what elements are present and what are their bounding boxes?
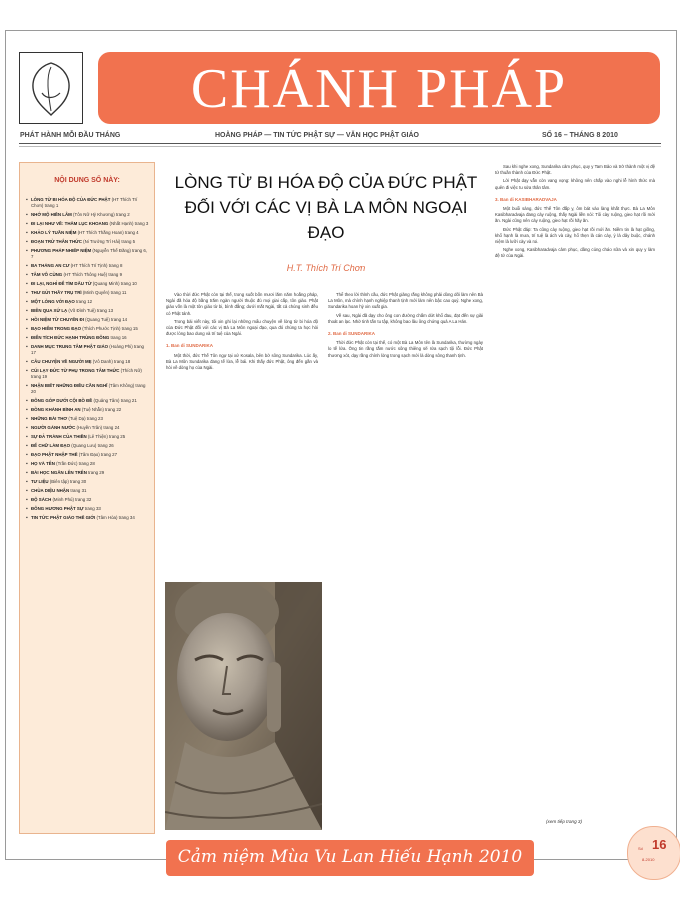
bullet-icon: ▪ — [26, 506, 28, 512]
contents-item — [26, 434, 150, 440]
contents-item-detail: (Tâm Hòa) trang 34 — [95, 515, 135, 520]
article-paragraph: Thể theo lời thỉnh cầu, đức Phật giảng rằng không phải dòng dõi làm nên Bà La Môn, mà chính hạnh nghiệp thanh tịnh mới làm nên bậc cao quý. Nghe xong, Sundarika hoan hỷ xin xuất gia. — [328, 292, 483, 310]
contents-item-detail: (Tâm Đạo) trang 27 — [77, 452, 118, 457]
bullet-icon: ▪ — [26, 326, 28, 332]
contents-item-detail: (HT Thích Trí Chơn) trang 1 — [31, 197, 138, 208]
contents-item — [26, 425, 150, 431]
contents-title: NỘI DUNG SỐ NÀY: — [54, 177, 120, 184]
contents-item — [26, 515, 150, 521]
contents-item — [26, 452, 150, 458]
contents-item-title: TÂM VÔ CÙNG — [31, 272, 63, 277]
bullet-icon: ▪ — [26, 425, 28, 431]
continued-note: (xem tiếp trang 3) — [546, 819, 582, 824]
section-heading: 1. Ban di SUNDARIKA — [166, 343, 214, 349]
contents-item-title: BẠO HIỂM TRONG ĐẠO — [31, 326, 82, 331]
contents-item — [26, 470, 150, 476]
contents-item-title: NHỮNG BÀI THƠ — [31, 416, 68, 421]
bullet-icon: ▪ — [26, 383, 28, 389]
contents-item-title: ĐÔNG GÓP DƯỚI CỘI BỒ ĐỀ — [31, 398, 93, 403]
contents-sidebar — [19, 162, 155, 834]
contents-item-title: SỰ ĐẢ TRÀNH CỦA THIỀN — [31, 434, 87, 439]
article-paragraph: Lời Phật dạy vẫn còn vang vọng: không nên chấp vào nghi lễ hình thức mà quên đi việc tu sửa thân tâm. — [495, 178, 655, 190]
contents-item-detail: (Quang Tuệ) trang 14 — [83, 317, 128, 322]
bullet-icon: ▪ — [26, 299, 28, 305]
contents-item-title: THƯ GỬI THẦY TRỤ TRÌ — [31, 290, 82, 295]
bullet-icon: ▪ — [26, 248, 28, 254]
contents-item-detail: trang 12 — [74, 299, 93, 304]
contents-item-detail: trang 16 — [109, 335, 127, 340]
contents-item — [26, 281, 150, 287]
contents-item-detail: (Quảng Tâm) trang 21 — [92, 398, 137, 403]
contents-item — [26, 197, 150, 209]
contents-item — [26, 506, 150, 512]
bullet-icon: ▪ — [26, 359, 28, 365]
contents-item-detail: (Thích Nữ) trang 19 — [31, 368, 142, 379]
bullet-icon: ▪ — [26, 344, 28, 350]
bullet-icon: ▪ — [26, 515, 28, 521]
article-paragraph: Vào thời đức Phật còn tại thế, trong suốt bốn mươi lăm năm hoằng pháp, Ngài đã hóa độ bằng trăm ngàn người thuộc đủ mọi giai cấp, tôn giáo. Phật giáo vốn là một tôn giáo từ bi, bình đẳng; dưới mắt Ngài, tất cả chúng sinh đều có Phật tánh. — [166, 292, 318, 316]
bullet-icon: ▪ — [26, 443, 28, 449]
contents-item — [26, 326, 150, 332]
contents-item-title: ĐỂ CHỮ LÀM ĐẠO — [31, 443, 71, 448]
contents-item-title: ĐOẠN TRỪ THÂN THỨC — [31, 239, 82, 244]
contents-item — [26, 368, 150, 380]
article-column-1 — [166, 292, 318, 572]
article-column-3 — [495, 164, 655, 814]
contents-item-detail: (HT Thích Trí Tịnh) trang 8 — [69, 263, 123, 268]
contents-item-title: ĐỒNG KHÁNH BÌNH AN — [31, 407, 81, 412]
contents-item-title: HỒI NIỆM TỪ CHUYẾN ĐI — [31, 317, 84, 322]
bullet-icon: ▪ — [26, 452, 28, 458]
contents-item-detail: trang 29 — [86, 470, 105, 475]
page-date: 8-2010 — [642, 857, 655, 862]
contents-item-detail: (Lê Thiện) trang 25 — [86, 434, 126, 439]
contents-item — [26, 239, 150, 245]
contents-item-title: NGƯỜI GÁNH NƯỚC — [31, 425, 76, 430]
contents-item-detail: (Võ Đình Tuệ) trang 13 — [67, 308, 114, 313]
contents-item — [26, 488, 150, 494]
contents-item — [26, 383, 150, 395]
article-column-2 — [328, 292, 483, 830]
bullet-icon: ▪ — [26, 221, 28, 227]
contents-item — [26, 479, 150, 485]
divider — [19, 146, 661, 147]
article-paragraph: Đức Phật đáp: Ta cũng cày ruộng, gieo hạt rồi mới ăn. Niềm tin là hạt giống, khổ hạnh là mưa, trí tuệ là ách và cày, hổ thẹn là cán cày, ý là dây buộc, chánh niệm là lưỡi cày và roi. — [495, 226, 655, 245]
section-heading: 3. Ban di KASIBHARADVAJA — [495, 196, 557, 202]
contents-item-detail: (Minh Phú) trang 32 — [51, 497, 92, 502]
bullet-icon: ▪ — [26, 461, 28, 467]
contents-item — [26, 335, 150, 341]
contents-item-detail: (Trần Đức) trang 28 — [54, 461, 95, 466]
contents-item-detail: (Nguyễn Thế Đăng) trang 6, 7 — [31, 248, 147, 259]
article-paragraph: Thời đức Phật còn tại thế, có một Bà La Môn tên là Sundarika, thường ngày lo tế lửa. Ông tin rằng tắm nước sông thiêng sẽ rửa sạch tội lỗi. Đức Phật thương xót, dạy rằng chính lòng trong sạch mới là dòng sông thanh tịnh. — [328, 340, 483, 358]
article-title: LÒNG TỪ BI HÓA ĐỘ CỦA ĐỨC PHẬT ĐỐI VỚI CÁC VỊ BÀ LA MÔN NGOẠI ĐẠO — [174, 173, 478, 242]
bullet-icon: ▪ — [26, 212, 28, 218]
contents-item-detail: (Biên tập) trang 30 — [48, 479, 87, 484]
section-heading: 2. Ban di SUNDARIKA — [328, 331, 376, 337]
contents-item-title: HỌ VÀ TÊN — [31, 461, 55, 466]
contents-item-title: NHẬN BIẾT NHỮNG ĐIỀU CẦN NGHĨ — [31, 383, 108, 388]
page-label: Số — [638, 846, 643, 851]
contents-item-detail: (Vô Danh) trang 18 — [91, 359, 131, 364]
contents-item — [26, 221, 150, 227]
masthead-banner — [98, 52, 660, 124]
contents-item — [26, 212, 150, 218]
bullet-icon: ▪ — [26, 488, 28, 494]
contents-item — [26, 344, 150, 356]
bullet-icon: ▪ — [26, 290, 28, 296]
contents-item — [26, 443, 150, 449]
bullet-icon: ▪ — [26, 470, 28, 476]
bullet-icon: ▪ — [26, 479, 28, 485]
footer-slogan: Cảm niệm Mùa Vu Lan Hiếu Hạnh 2010 — [177, 847, 523, 867]
contents-item — [26, 359, 150, 365]
contents-item-title: MỘT LÒNG VỚI ĐẠO — [31, 299, 75, 304]
tagline: HOẰNG PHÁP — TIN TỨC PHẬT SỰ — VĂN HỌC PHẬT GIÁO — [215, 132, 419, 139]
bullet-icon: ▪ — [26, 497, 28, 503]
contents-item-title: BIÊN QUA XỨ LẠ — [31, 308, 68, 313]
bodhi-leaf-icon — [20, 53, 82, 123]
article-author: H.T. Thích Trí Chơn — [286, 263, 366, 273]
contents-item — [26, 416, 150, 422]
contents-item — [26, 230, 150, 236]
article-paragraph: Sau khi nghe xong, Sundarika cảm phục, quy y Tam Bảo và trở thành một vị đệ tử thuần thành của Đức Phật. — [495, 164, 655, 176]
buddha-statue-photo — [165, 582, 322, 830]
footer-banner — [166, 840, 534, 876]
contents-item-title: CÚI LẠY ĐỨC TỪ PHỤ TRONG TÂM THỨC — [31, 368, 120, 373]
contents-item-detail: (Minh Quyên) trang 11 — [81, 290, 127, 295]
divider — [19, 143, 661, 144]
bullet-icon: ▪ — [26, 398, 28, 404]
contents-item-title: ĐIỂN TÍCH ĐỨC HẠNH TRÙNG ĐÔNG — [31, 335, 110, 340]
contents-item-detail: (Thích Phước Tịnh) trang 15 — [81, 326, 138, 331]
contents-item-detail: (Quang Lưu) trang 26 — [70, 443, 114, 448]
article-paragraph: Một buổi sáng, đức Thế Tôn đắp y, ôm bát vào làng khất thực. Bà La Môn Kasibharadvaja đang cày ruộng, thấy Ngài liền nói: Tôi cày ruộng, gieo hạt rồi mới ăn. Ngài cũng nên cày ruộng, gieo hạt rồi hãy ăn. — [495, 206, 655, 224]
bullet-icon: ▪ — [26, 416, 28, 422]
contents-item-title: ĐÔNG HƯƠNG PHẬT SỰ — [31, 506, 84, 511]
issue-number: SỐ 16 – THÁNG 8 2010 — [542, 132, 618, 139]
contents-item-title: BA THÁNG AN CƯ — [31, 263, 70, 268]
contents-item-detail: (Tôn Nữ Hỷ Khương) trang 2 — [71, 212, 130, 217]
contents-item-title: TƯ LIỆU — [31, 479, 49, 484]
contents-list — [26, 197, 150, 524]
bullet-icon: ▪ — [26, 281, 28, 287]
contents-item-title: KHẢO LÝ TUẦN NIỆM — [31, 230, 77, 235]
bullet-icon: ▪ — [26, 407, 28, 413]
contents-item-title: ĐẠO PHẬT NHẬP THẾ — [31, 452, 78, 457]
contents-item — [26, 263, 150, 269]
contents-item-title: CÂU CHUYỆN VỀ NGƯỜI MẸ — [31, 359, 92, 364]
contents-item-title: NHỚ MỘ HIỀN LÂM — [31, 212, 72, 217]
page-badge — [627, 826, 680, 880]
contents-item-title: DANH MỤC TRUNG TÂM PHẬT GIÁO — [31, 344, 109, 349]
contents-item-detail: (Hoàng Phi) trang 17 — [31, 344, 144, 355]
contents-item-title: ĐỘ SÁCH — [31, 497, 52, 502]
article-paragraph: Về sau, Ngài đã dạy cho ông con đường chấm dứt khổ đau, đạt đến sự giải thoát an lạc. Nhờ tinh tấn tu tập, không bao lâu ông chứng quả A La Hán. — [328, 312, 483, 324]
bullet-icon: ▪ — [26, 434, 28, 440]
bullet-icon: ▪ — [26, 368, 28, 374]
contents-item-detail: (HT Thích Thắng Hoan) trang 4 — [76, 230, 139, 235]
article-paragraph: Trong bài viết này, tôi xin ghi lại những mẩu chuyện về lòng từ bi hóa độ của Đức Phật đối với các vị Bà La Môn ngoại đạo, qua đó chúng ta học hỏi được lòng bao dung và trí tuệ của Ngài. — [166, 318, 318, 337]
bullet-icon: ▪ — [26, 272, 28, 278]
contents-item-title: LÒNG TỪ BI HÓA ĐỘ CỦA ĐỨC PHẬT — [31, 197, 111, 202]
contents-item-detail: (HT Thích Thông Huệ) trang 9 — [62, 272, 123, 277]
bullet-icon: ▪ — [26, 308, 28, 314]
contents-item — [26, 248, 150, 260]
contents-item-detail: (Tuệ Nhẫn) trang 22 — [80, 407, 122, 412]
contents-item-detail: trang 31 — [69, 488, 87, 493]
contents-item — [26, 398, 150, 404]
contents-item-detail: (Tâm Không) trang 20 — [31, 383, 146, 394]
bullet-icon: ▪ — [26, 263, 28, 269]
contents-item-title: BÀI HỌC NGẮN LÊN TRÊN — [31, 470, 87, 475]
page-number: 16 — [652, 837, 667, 852]
contents-item-title: CHÙA DIỆU NHẬN — [31, 488, 70, 493]
bullet-icon: ▪ — [26, 335, 28, 341]
masthead-title: CHÁNH PHÁP — [190, 58, 568, 120]
contents-item-title: ĐI LẠI NHƯ VỀ: THĂM LỤC KHOANG — [31, 221, 109, 226]
article-paragraph: Nghe xong, Kasibharadvaja cảm phục, dâng cúng cháo sữa và xin quy y làm đệ tử của Ngài. — [495, 247, 655, 259]
contents-item — [26, 317, 150, 323]
contents-item-title: TIN TỨC PHẬT GIÁO THẾ GIỚI — [31, 515, 96, 520]
contents-item-detail: trang 33 — [83, 506, 101, 511]
contents-item-detail: (Quang Minh) trang 10 — [91, 281, 137, 286]
contents-item-detail: (Nhất Hạnh) trang 3 — [108, 221, 149, 226]
bullet-icon: ▪ — [26, 239, 28, 245]
contents-item-detail: (Ni Trưởng Trí Hải) trang 5 — [81, 239, 136, 244]
logo — [19, 52, 83, 124]
contents-item — [26, 407, 150, 413]
contents-item-title: PHƯƠNG PHÁP NHIẾP NIỆM — [31, 248, 92, 253]
contents-item — [26, 308, 150, 314]
contents-item-detail: (Huyền Trân) trang 24 — [75, 425, 120, 430]
contents-item — [26, 497, 150, 503]
article-paragraph: Một thời, đức Thế Tôn ngự tại xứ Kosala, bên bờ sông Sundarika. Lúc ấy, Bà La Môn Sundarika đang tế lửa, lễ bái. Khi thấy đức Phật, ông đến gần và hỏi về dòng họ của Ngài. — [166, 352, 318, 371]
contents-item — [26, 299, 150, 305]
bullet-icon: ▪ — [26, 197, 28, 203]
publish-note: PHÁT HÀNH MỖI ĐẦU THÁNG — [20, 132, 121, 139]
contents-item — [26, 272, 150, 278]
bullet-icon: ▪ — [26, 317, 28, 323]
contents-item — [26, 290, 150, 296]
contents-item — [26, 461, 150, 467]
bullet-icon: ▪ — [26, 230, 28, 236]
contents-item-detail: (Tuệ Dạ) trang 23 — [67, 416, 103, 421]
contents-item-title: ĐI LẠI, NGHỈ ĐỂ TÌM DẤU TỪ — [31, 281, 92, 286]
